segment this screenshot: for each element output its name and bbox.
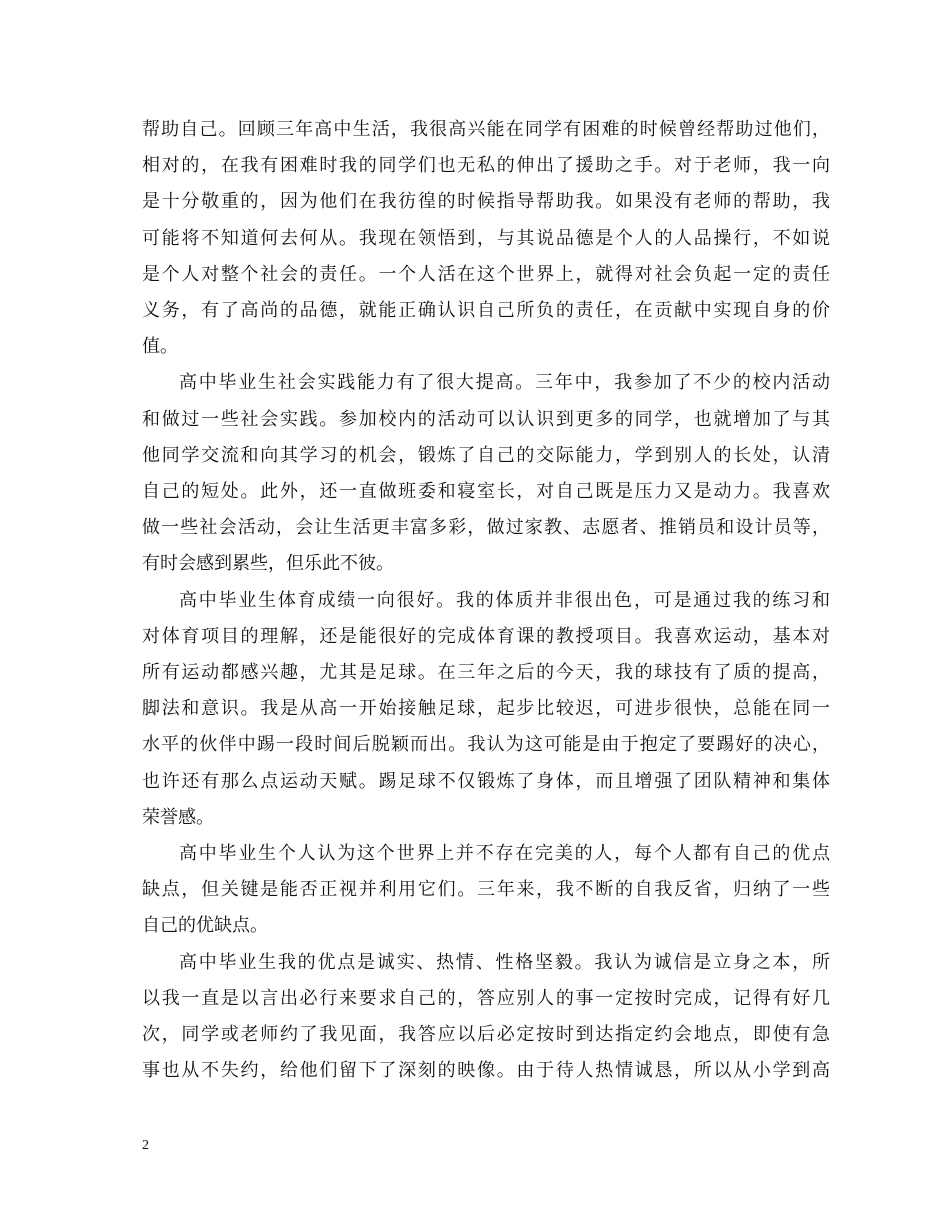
text-line: 次，同学或老师约了我见面，我答应以后必定按时到达指定约会地点，即使有急: [142, 1024, 830, 1046]
body-text: [142, 112, 830, 1089]
text-line: 是十分敬重的，因为他们在我彷徨的时候指导帮助我。如果没有老师的帮助，我: [142, 191, 830, 213]
text-line: 他同学交流和向其学习的机会，锻炼了自己的交际能力，学到别人的长处，认清: [142, 444, 830, 466]
text-line: 义务，有了高尚的品德，就能正确认识自己所负的责任，在贡献中实现自身的价: [142, 300, 830, 322]
text-line: 缺点，但关键是能否正视并利用它们。三年来，我不断的自我反省，归纳了一些: [142, 879, 830, 901]
text-line: 高中毕业生体育成绩一向很好。我的体质并非很出色，可是通过我的练习和: [179, 589, 830, 611]
text-line: 水平的伙伴中踢一段时间后脱颖而出。我认为这可能是由于抱定了要踢好的决心，: [142, 734, 830, 756]
text-line: 也许还有那么点运动天赋。踢足球不仅锻炼了身体，而且增强了团队精神和集体: [142, 770, 830, 792]
text-line: 自己的优缺点。: [142, 915, 268, 937]
text-line: 高中毕业生我的优点是诚实、热情、性格坚毅。我认为诚信是立身之本，所: [179, 951, 830, 973]
paragraph: [142, 836, 830, 945]
paragraph: [142, 945, 830, 1090]
text-line: 以我一直是以言出必行来要求自己的，答应别人的事一定按时完成，记得有好几: [142, 987, 830, 1009]
text-line: 有时会感到累些，但乐此不彼。: [142, 553, 394, 575]
text-line: 高中毕业生个人认为这个世界上并不存在完美的人，每个人都有自己的优点: [179, 843, 830, 865]
text-line: 自己的短处。此外，还一直做班委和寝室长，对自己既是压力又是动力。我喜欢: [142, 481, 830, 503]
text-line: 对体育项目的理解，还是能很好的完成体育课的教授项目。我喜欢运动，基本对: [142, 625, 830, 647]
text-line: 值。: [142, 336, 178, 358]
text-line: 帮助自己。回顾三年高中生活，我很高兴能在同学有困难的时候曾经帮助过他们，: [142, 119, 830, 140]
paragraph: [142, 112, 830, 365]
text-line: 高中毕业生社会实践能力有了很大提高。三年中，我参加了不少的校内活动: [179, 372, 830, 394]
text-line: 所有运动都感兴趣，尤其是足球。在三年之后的今天，我的球技有了质的提高，: [142, 662, 830, 684]
text-line: 做一些社会活动，会让生活更丰富多彩，做过家教、志愿者、推销员和设计员等，: [142, 517, 830, 539]
text-line: 是个人对整个社会的责任。一个人活在这个世界上，就得对社会负起一定的责任: [142, 263, 830, 285]
text-line: 相对的，在我有困难时我的同学们也无私的伸出了援助之手。对于老师，我一向: [142, 155, 830, 177]
paragraph: [142, 365, 830, 582]
paragraph: [142, 583, 830, 836]
text-line: 脚法和意识。我是从高一开始接触足球，起步比较迟，可进步很快，总能在同一: [142, 698, 830, 720]
text-line: 事也从不失约，给他们留下了深刻的映像。由于待人热情诚恳，所以从小学到高: [142, 1060, 830, 1082]
text-line: 荣誉感。: [142, 806, 214, 828]
page-number: 2: [142, 1138, 149, 1153]
text-line: 和做过一些社会实践。参加校内的活动可以认识到更多的同学，也就增加了与其: [142, 408, 830, 430]
text-line: 可能将不知道何去何从。我现在领悟到，与其说品德是个人的人品操行，不如说: [142, 227, 830, 249]
